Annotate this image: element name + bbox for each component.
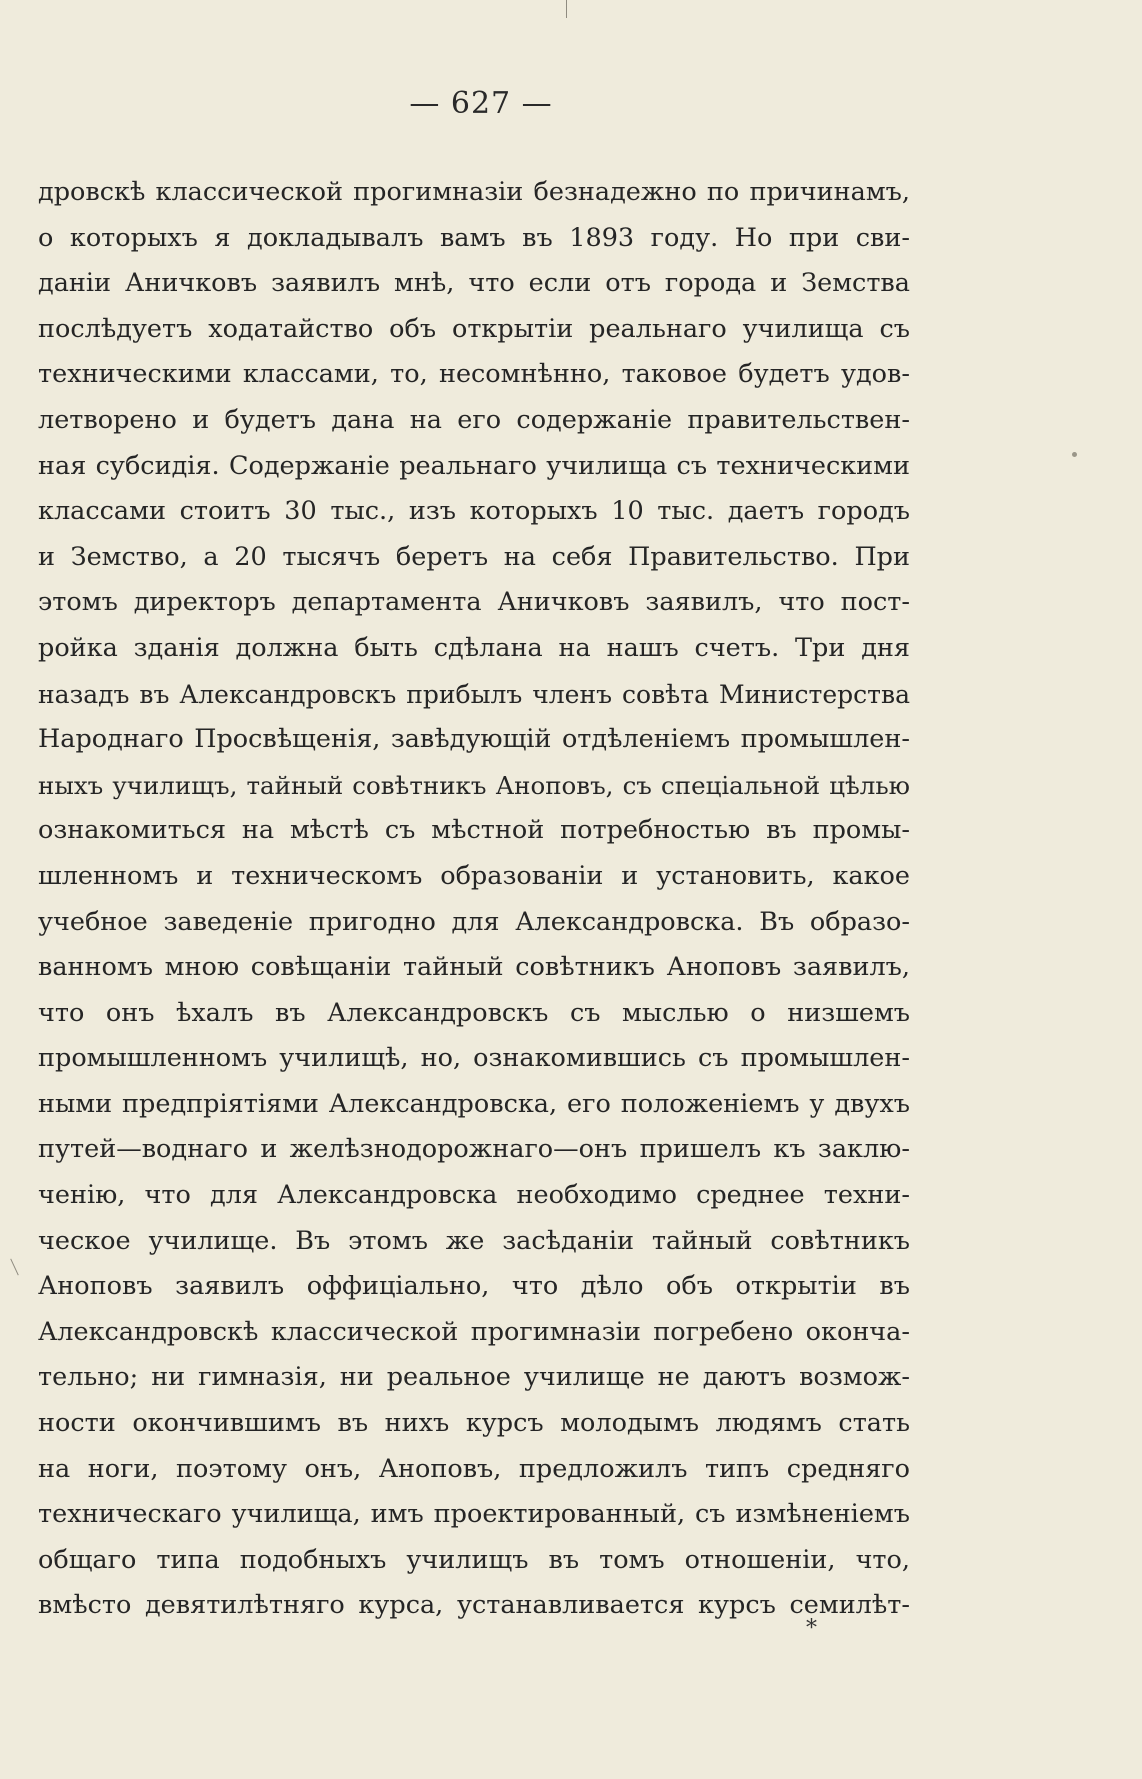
text-line: ройка зданія должна быть сдѣлана на нашъ счетъ. Три дня: [38, 632, 910, 663]
text-line: послѣдуетъ ходатайство объ открытіи реальнаго училища съ: [38, 313, 910, 344]
paper-mark: [566, 0, 567, 18]
text-line: летворено и будетъ дана на его содержаніе правительствен-: [38, 404, 910, 435]
paper-mark: [10, 1259, 19, 1276]
text-line: классами стоитъ 30 тыс., изъ которыхъ 10 тыс. даетъ городъ: [38, 496, 910, 527]
body-text: [38, 170, 910, 1629]
text-line: даніи Аничковъ заявилъ мнѣ, что если отъ города и Земства: [38, 268, 910, 299]
text-line: и Земство, а 20 тысячъ беретъ на себя Правительство. При: [38, 541, 910, 572]
text-line: о которыхъ я докладывалъ вамъ въ 1893 году. Но при сви-: [38, 222, 910, 253]
text-line: ности окончившимъ въ нихъ курсъ молодымъ людямъ стать: [38, 1408, 910, 1439]
text-line: дровскѣ классической прогимназіи безнадежно по причинамъ,: [38, 177, 910, 207]
text-line: ченію, что для Александровска необходимо среднее техни-: [38, 1180, 910, 1211]
text-line: вмѣсто девятилѣтняго курса, устанавливается курсъ семилѣт-: [38, 1590, 910, 1621]
text-line: промышленномъ училищѣ, но, ознакомившись съ промышлен-: [38, 1043, 910, 1074]
page-number: — 627 —: [409, 86, 553, 121]
text-line: ознакомиться на мѣстѣ съ мѣстной потребностью въ промы-: [38, 815, 910, 846]
text-line: тельно; ни гимназія, ни реальное училище не даютъ возмож-: [38, 1362, 910, 1393]
text-line: Александровскѣ классической прогимназіи погребено оконча-: [38, 1316, 910, 1347]
text-line: техническими классами, то, несомнѣнно, таковое будетъ удов-: [38, 359, 910, 390]
text-line: Аноповъ заявилъ оффиціально, что дѣло объ открытіи въ: [38, 1271, 910, 1302]
text-line: ныхъ училищъ, тайный совѣтникъ Аноповъ, съ спеціальной цѣлью: [38, 770, 910, 800]
text-line: этомъ директоръ департамента Аничковъ заявилъ, что пост-: [38, 587, 910, 618]
text-line: техническаго училища, имъ проектированный, съ измѣненіемъ: [38, 1499, 910, 1530]
paper-speck: [1072, 452, 1077, 457]
text-line: ванномъ мною совѣщаніи тайный совѣтникъ Аноповъ заявилъ,: [38, 952, 910, 983]
text-line: Народнаго Просвѣщенія, завѣдующій отдѣленіемъ промышлен-: [38, 724, 910, 755]
text-line: ными предпріятіями Александровска, его положеніемъ у двухъ: [38, 1088, 910, 1119]
text-line: ная субсидія. Содержаніе реальнаго училища съ техническими: [38, 450, 910, 481]
text-line: путей—воднаго и желѣзнодорожнаго—онъ пришелъ къ заклю-: [38, 1134, 910, 1165]
text-line: что онъ ѣхалъ въ Александровскъ съ мыслью о низшемъ: [38, 997, 910, 1028]
footnote-mark: *: [806, 1616, 817, 1641]
text-line: на ноги, поэтому онъ, Аноповъ, предложилъ типъ средняго: [38, 1453, 910, 1484]
text-line: назадъ въ Александровскъ прибылъ членъ совѣта Министерства: [38, 679, 910, 709]
text-line: ческое училище. Въ этомъ же засѣданіи тайный совѣтникъ: [38, 1225, 910, 1256]
text-line: учебное заведеніе пригодно для Александровска. Въ образо-: [38, 906, 910, 937]
text-line: общаго типа подобныхъ училищъ въ томъ отношеніи, что,: [38, 1544, 910, 1575]
text-line: шленномъ и техническомъ образованіи и установить, какое: [38, 860, 910, 891]
